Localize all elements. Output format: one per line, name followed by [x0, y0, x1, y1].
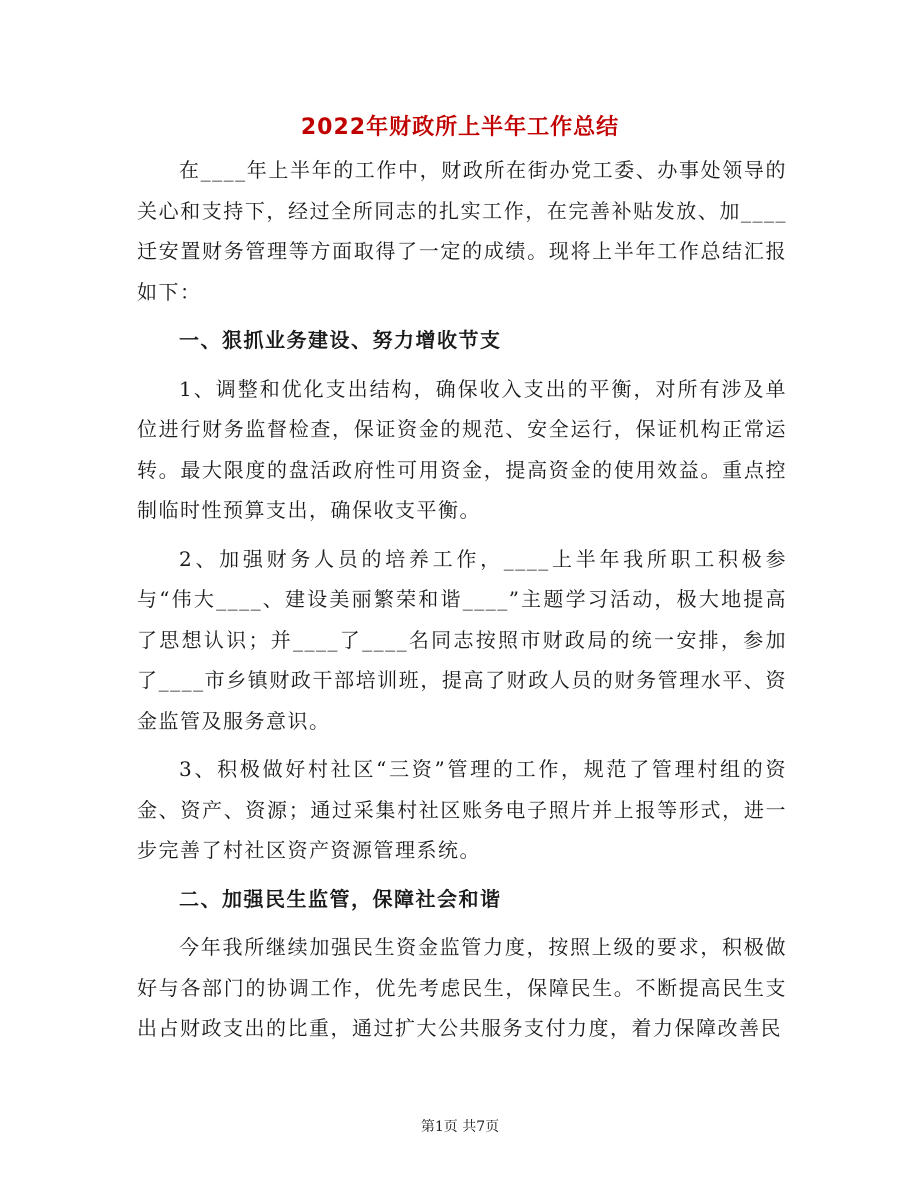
paragraph-section-2: 今年我所继续加强民生资金监管力度，按照上级的要求，积极做好与各部门的协调工作，优先考虑民生，保障民生。不断提高民生支出占财政支出的比重，通过扩大公共服务支付力度，着力保障改善民	[137, 935, 787, 1040]
paragraph-item-3: 3、积极做好村社区“三资”管理的工作，规范了管理村组的资金、资产、资源；通过采集村社区账务电子照片并上报等形式，进一步完善了村社区资产资源管理系统。	[137, 757, 787, 862]
document-body	[137, 150, 787, 1049]
paragraph-item-2: 2、加强财务人员的培养工作，____上半年我所职工积极参与“伟大____、建设美丽繁荣和谐____”主题学习活动，极大地提高了思想认识；并____了____名同志按照市财政局的统一安排，参加了____市乡镇财政干部培训班，提高了财政人员的财务管理水平、资金监管及服务意识。	[137, 546, 787, 733]
document-title: 2022年财政所上半年工作总结	[300, 115, 620, 140]
section-heading-1: 一、狠抓业务建设、努力增收节支	[179, 328, 502, 352]
paragraph-item-1: 1、调整和优化支出结构，确保收入支出的平衡，对所有涉及单位进行财务监督检查，保证资金的规范、安全运行，保证机构正常运转。最大限度的盘活政府性可用资金，提高资金的使用效益。重点控制临时性预算支出，确保收支平衡。	[137, 376, 787, 522]
paragraph-intro: 在____年上半年的工作中，财政所在街办党工委、办事处领导的关心和支持下，经过全所同志的扎实工作，在完善补贴发放、加____迁安置财务管理等方面取得了一定的成绩。现将上半年工作总结汇报如下：	[137, 158, 787, 304]
page-number-footer: 第1页 共7页	[420, 1119, 500, 1135]
section-heading-2: 二、加强民生监管，保障社会和谐	[179, 886, 502, 911]
